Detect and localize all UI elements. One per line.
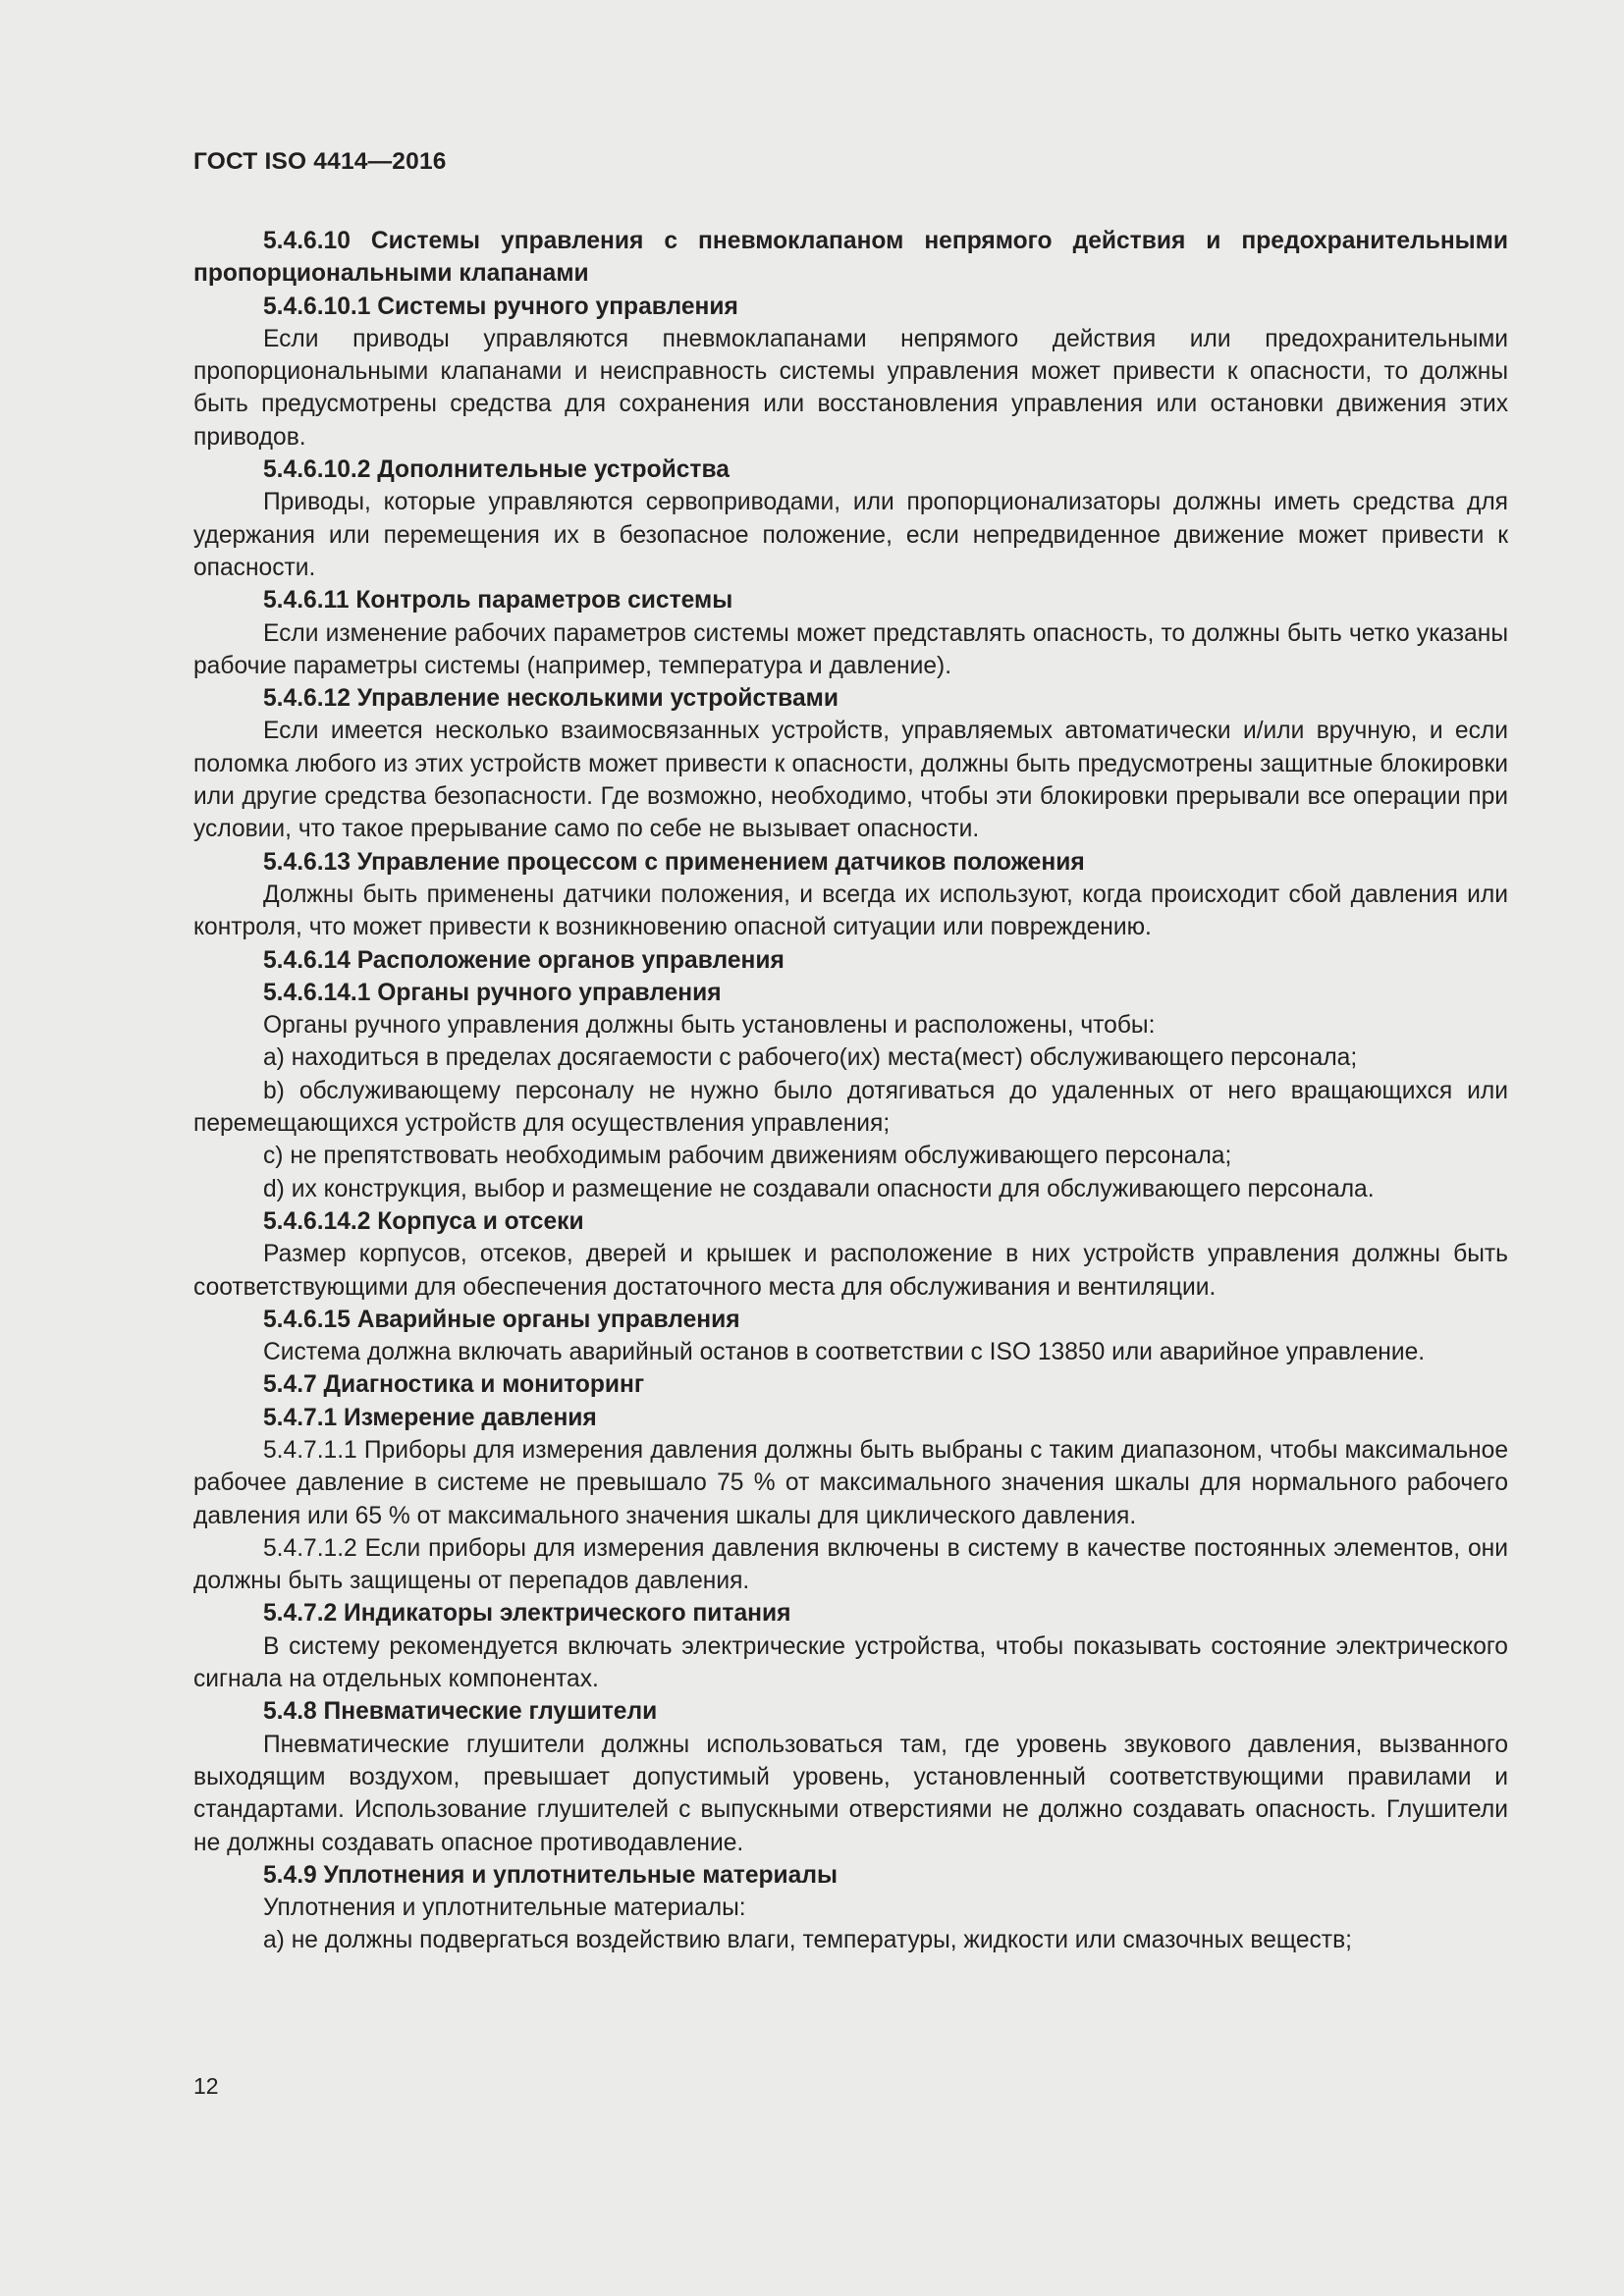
paragraph: Уплотнения и уплотнительные материалы: xyxy=(263,1895,746,1922)
document-body xyxy=(193,225,1508,1957)
page-number: 12 xyxy=(193,2073,219,2099)
section-heading: 5.4.6.15 Аварийные органы управления xyxy=(263,1306,740,1333)
section-heading: 5.4.6.14 Расположение органов управления xyxy=(263,946,785,974)
section-heading: 5.4.7.1 Измерение давления xyxy=(263,1404,597,1431)
paragraph: Пневматические глушители должны использоваться там, где уровень звукового давления, вызванного выходящим воздухом, превышает допустимый уровень, установленный соответствующими правилами и стандартами. Использование глушителей с выпускными отверстиями не должно создавать опасность. Глушители не должны создавать опасное противодавление. xyxy=(193,1731,1508,1856)
section-heading: 5.4.6.10 Системы управления с пневмоклапаном непрямого действия и предохранительными пропорциональными клапанами xyxy=(193,228,1508,288)
paragraph: Приводы, которые управляются сервоприводами, или пропорционализаторы должны иметь средства для удержания или перемещения их в безопасное положение, если непредвиденное движение может привести к опасности. xyxy=(193,489,1508,581)
section-heading: 5.4.7.2 Индикаторы электрического питания xyxy=(263,1600,791,1628)
section-heading: 5.4.6.14.2 Корпуса и отсеки xyxy=(263,1207,584,1235)
section-heading: 5.4.6.14.1 Органы ручного управления xyxy=(263,979,722,1006)
document-header: ГОСТ ISO 4414—2016 xyxy=(193,148,447,175)
paragraph: a) не должны подвергаться воздействию влаги, температуры, жидкости или смазочных веществ; xyxy=(263,1927,1352,1954)
paragraph: Должны быть применены датчики положения, и всегда их используют, когда происходит сбой давления или контроля, что может привести к возникновению опасной ситуации или повреждению. xyxy=(193,881,1508,941)
paragraph: c) не препятствовать необходимым рабочим движениям обслуживающего персонала; xyxy=(263,1143,1232,1170)
section-heading: 5.4.6.12 Управление несколькими устройствами xyxy=(263,685,839,713)
section-heading: 5.4.6.10.1 Системы ручного управления xyxy=(263,293,738,320)
section-heading: 5.4.6.13 Управление процессом с применением датчиков положения xyxy=(263,848,1085,876)
paragraph: Если имеется несколько взаимосвязанных устройств, управляемых автоматически и/или вручную, и если поломка любого из этих устройств может привести к опасности, должны быть предусмотрены защитные блокировки или другие средства безопасности. Где возможно, необходимо, чтобы эти блокировки прерывали все операции при условии, что такое прерывание само по себе не вызывает опасности. xyxy=(193,718,1508,843)
paragraph: Размер корпусов, отсеков, дверей и крышек и расположение в них устройств управления должны быть соответствующими для обеспечения достаточного места для обслуживания и вентиляции. xyxy=(193,1241,1508,1301)
paragraph: 5.4.7.1.2 Если приборы для измерения давления включены в систему в качестве постоянных элементов, они должны быть защищены от перепадов давления. xyxy=(193,1534,1508,1595)
paragraph: d) их конструкция, выбор и размещение не создавали опасности для обслуживающего персонала. xyxy=(263,1175,1375,1202)
paragraph: Если приводы управляются пневмоклапанами непрямого действия или предохранительными пропорциональными клапанами и неисправность системы управления может привести к опасности, то должны быть предусмотрены средства для сохранения или восстановления управления или остановки движения этих приводов. xyxy=(193,325,1508,451)
paragraph: a) находиться в пределах досягаемости с рабочего(их) места(мест) обслуживающего персонала; xyxy=(263,1044,1358,1072)
section-heading: 5.4.6.10.2 Дополнительные устройства xyxy=(263,456,730,484)
section-heading: 5.4.6.11 Контроль параметров системы xyxy=(263,587,733,614)
paragraph: Органы ручного управления должны быть установлены и расположены, чтобы: xyxy=(263,1012,1156,1040)
section-heading: 5.4.9 Уплотнения и уплотнительные материалы xyxy=(263,1861,838,1889)
paragraph: В систему рекомендуется включать электрические устройства, чтобы показывать состояние электрического сигнала на отдельных компонентах. xyxy=(193,1632,1508,1693)
paragraph: Если изменение рабочих параметров системы может представлять опасность, то должны быть четко указаны рабочие параметры системы (например, температура и давление). xyxy=(193,619,1508,679)
paragraph: 5.4.7.1.1 Приборы для измерения давления должны быть выбраны с таким диапазоном, чтобы максимальное рабочее давление в системе не превышало 75 % от максимального значения шкалы для нормального рабочего давления или 65 % от максимального значения шкалы для циклического давления. xyxy=(193,1436,1508,1529)
section-heading: 5.4.8 Пневматические глушители xyxy=(263,1698,658,1726)
paragraph: Система должна включать аварийный останов в соответствии с ISO 13850 или аварийное управление. xyxy=(263,1339,1426,1366)
paragraph: b) обслуживающему персоналу не нужно было дотягиваться до удаленных от него вращающихся или перемещающихся устройств для осуществления управления; xyxy=(193,1077,1508,1138)
section-heading: 5.4.7 Диагностика и мониторинг xyxy=(263,1371,645,1399)
